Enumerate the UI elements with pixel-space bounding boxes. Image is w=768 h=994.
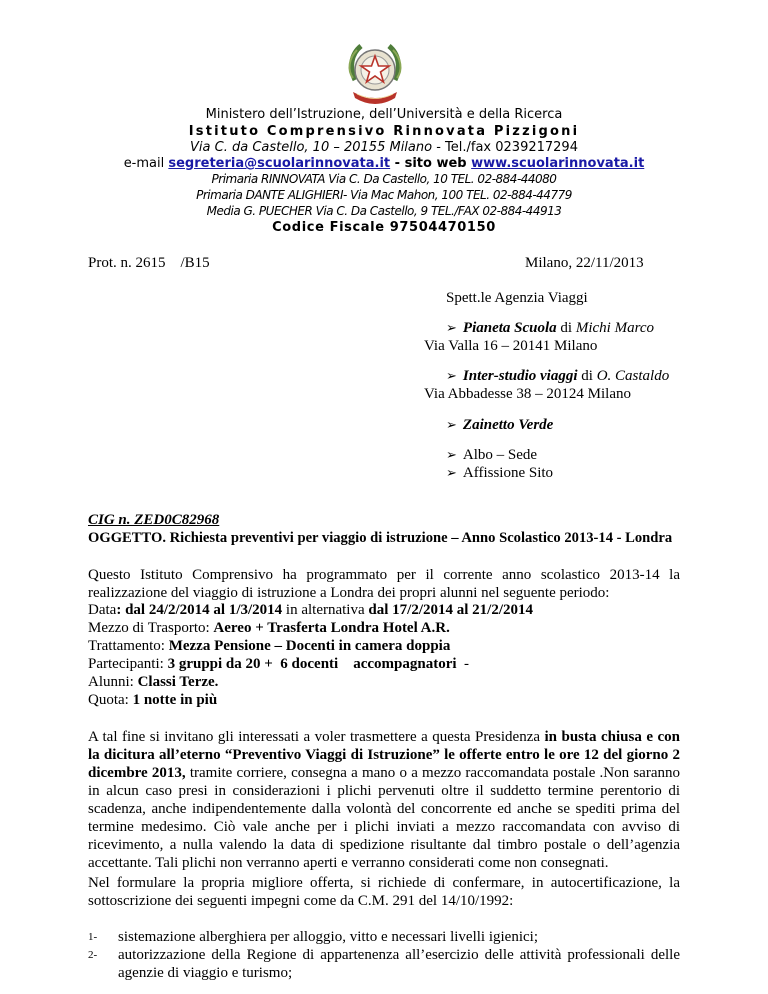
transport-label: Mezzo di Trasporto: xyxy=(88,620,214,636)
agency-2-name: Inter-studio viaggi xyxy=(462,368,578,384)
school-puecher: Media G. PUECHER Via C. Da Castello, 9 TEL./FAX 02-884-44913 xyxy=(206,204,562,218)
participants-value: 3 gruppi da 20 + 6 docenti accompagnatori xyxy=(167,656,457,672)
sito-label: Affissione Sito xyxy=(462,465,554,481)
institute-address xyxy=(0,140,768,155)
subject-line: OGGETTO. Richiesta preventivi per viaggio di istruzione – Anno Scolastico 2013-14 - Londra xyxy=(88,530,673,546)
albo-label: Albo – Sede xyxy=(462,447,538,463)
intro-paragraph: Questo Istituto Comprensivo ha programmato per il corrente anno scolastico 2013-14 la realizzazione del viaggio di istruzione a Londra dei propri alunni nel seguente periodo: xyxy=(88,567,680,601)
address-telephone: - Tel./fax 0239217294 xyxy=(432,140,578,155)
recipient-agency-1 xyxy=(446,320,654,337)
arrow-bullet-icon: ➢ xyxy=(446,417,457,432)
agency-1-address: Via Valla 16 – 20141 Milano xyxy=(424,338,598,354)
address-street: Via C. da Castello, 10 – 20155 Milano xyxy=(190,140,433,155)
list-item-number: 2- xyxy=(88,949,98,961)
website-link[interactable]: www.scuolarinnovata.it xyxy=(471,156,645,171)
recipient-agency-3 xyxy=(446,417,553,434)
list-item-text: autorizzazione della Regione di appartenenza all’esercizio delle attività professionali delle agenzie di viaggio e turismo; xyxy=(118,947,680,981)
list-item-number: 1- xyxy=(88,931,98,943)
date-alt-label: in alternativa xyxy=(282,602,369,618)
agency-2-owner: O. Castaldo xyxy=(596,368,670,384)
protocol-number: Prot. n. 2615 /B15 xyxy=(88,255,210,271)
fiscal-code: Codice Fiscale 97504470150 xyxy=(272,220,496,235)
participants-label: Partecipanti: xyxy=(88,656,168,672)
detail-participants xyxy=(88,656,469,673)
email-link[interactable]: segreteria@scuolarinnovata.it xyxy=(168,156,391,171)
ministry-line: Ministero dell’Istruzione, dell’Università e della Ricerca xyxy=(205,107,563,122)
list-item xyxy=(88,946,680,982)
agency-2-di: di xyxy=(577,368,597,384)
quota-label: Quota: xyxy=(88,692,133,708)
institute-name: Istituto Comprensivo Rinnovata Pizzigoni xyxy=(188,124,580,139)
treatment-value: Mezza Pensione – Docenti in camera doppia xyxy=(168,638,451,654)
detail-transport xyxy=(88,620,450,637)
cig-code: CIG n. ZED0C82968 xyxy=(88,512,220,528)
arrow-bullet-icon: ➢ xyxy=(446,447,457,462)
students-label: Alunni: xyxy=(88,674,138,690)
recipient-agency-2 xyxy=(446,368,669,385)
agency-1-name: Pianeta Scuola xyxy=(462,320,557,336)
detail-students xyxy=(88,674,218,691)
arrow-bullet-icon: ➢ xyxy=(446,368,457,383)
school-dante-alighieri: Primaria DANTE ALIGHIERI- Via Mac Mahon, 100 TEL. 02-884-44779 xyxy=(196,188,572,202)
agency-3-name: Zainetto Verde xyxy=(462,417,554,433)
agency-1-owner: Michi Marco xyxy=(575,320,655,336)
agency-2-address: Via Abbadesse 38 – 20124 Milano xyxy=(424,386,631,402)
recipient-sito xyxy=(446,465,553,482)
submission-paragraph xyxy=(88,728,680,872)
email-label: e-mail xyxy=(123,156,169,171)
italian-republic-emblem-icon xyxy=(343,40,407,108)
date-label: Data xyxy=(88,602,117,618)
recipients-intro: Spett.le Agenzia Viaggi xyxy=(446,290,588,306)
participants-tail: - xyxy=(456,656,470,672)
detail-treatment xyxy=(88,638,450,655)
contact-line xyxy=(0,156,768,171)
submission-text-2: tramite corriere, consegna a mano o a mezzo raccomandata postale .Non saranno in alcun caso presi in considerazioni i plichi pervenuti oltre il suddetto termine perentorio di scadenza, anche indipendentemente dalla volontà del concorrente ed anche se spediti prima del termine medesimo. Ciò vale anche per i plichi inviati a mezzo raccomandata con avviso di ricevimento, a nulla valendo la data di spedizione risultante dal timbro postale o dell’agenzia accettante. Tali plichi non verranno aperti e verranno considerati come non consegnati. xyxy=(88,765,680,871)
submission-text-1: A tal fine si invitano gli interessati a voler trasmettere a questa Presidenza xyxy=(88,729,545,745)
arrow-bullet-icon: ➢ xyxy=(446,320,457,335)
list-item-text: sistemazione alberghiera per alloggio, vitto e necessari livelli igienici; xyxy=(118,929,538,945)
requirements-intro: Nel formulare la propria migliore offerta, si richiede di confermare, in autocertificazione, la sottoscrizione dei seguenti impegni come da C.M. 291 del 14/10/1992: xyxy=(88,875,680,909)
agency-1-di: di xyxy=(556,320,576,336)
school-rinnovata: Primaria RINNOVATA Via C. Da Castello, 10 TEL. 02-884-44080 xyxy=(211,172,557,186)
site-label: - sito web xyxy=(390,156,472,171)
requirements-list xyxy=(88,928,680,982)
recipient-albo xyxy=(446,447,537,464)
students-value: Classi Terze. xyxy=(137,674,219,690)
date-value: : dal 24/2/2014 al 1/3/2014 xyxy=(116,602,283,618)
detail-quota xyxy=(88,692,217,709)
submission-deadline: in busta chiusa e con la dicitura all’eterno “Preventivo Viaggi di Istruzione” le offerte entro le ore 12 del giorno 2 dicembre 2013, xyxy=(88,729,680,781)
transport-value: Aereo + Trasferta Londra Hotel A.R. xyxy=(213,620,450,636)
place-date: Milano, 22/11/2013 xyxy=(525,255,644,271)
list-item xyxy=(88,928,680,946)
treatment-label: Trattamento: xyxy=(88,638,169,654)
arrow-bullet-icon: ➢ xyxy=(446,465,457,480)
quota-value: 1 notte in più xyxy=(132,692,218,708)
detail-date xyxy=(88,602,533,619)
date-alt-value: dal 17/2/2014 al 21/2/2014 xyxy=(368,602,533,618)
